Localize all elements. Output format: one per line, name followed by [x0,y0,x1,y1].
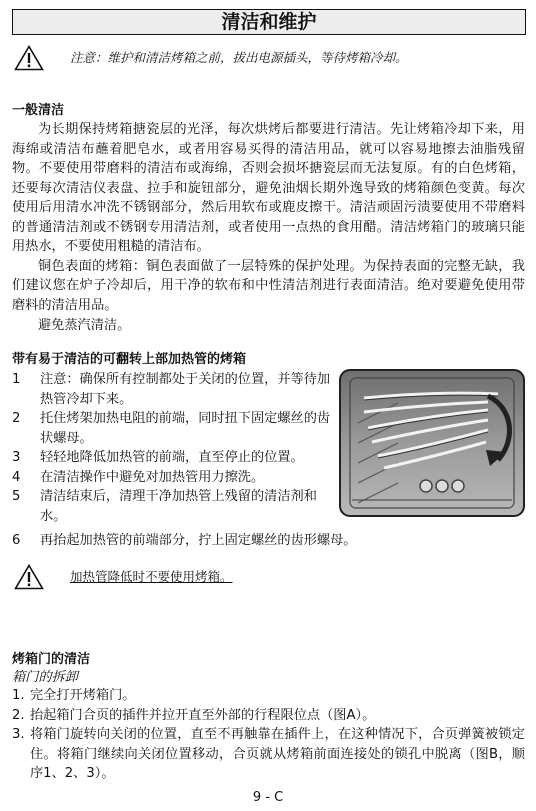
warning-heater [14,564,233,590]
list-item: 5 清洁结束后，清理干净加热管上残留的清洁剂和水。 [12,489,317,524]
warning-icon [14,564,44,590]
door-subheading: 箱门的拆卸 [12,670,78,685]
heater-steps [12,370,342,526]
list-item: 3 轻轻地降低加热管的前端，直至停止的位置。 [12,450,304,465]
list-item: 4 在清洁操作中避免对加热管用力擦洗。 [12,469,265,485]
warning-top [14,45,408,71]
general-paragraph-1: 为长期保持烤箱搪瓷层的光泽，每次烘烤后都要进行清洁。先让烤箱冷却下来，用海绵或清洁布蘸着肥皂水，或者用容易买得的清洁用品，就可以容易地擦去油脂残留物。不要使用带磨料的清洁布或海绵，否则会损坏搪瓷层而无法复原。有的白色烤箱，还要每次清洁仪表盘、拉手和旋钮部分，避免油烟长期外逸导致的烤箱颜色变黄。每次使用后用清水冲洗不锈钢部分，然后用软布或鹿皮擦干。清洁顽固污渍要使用不带磨料的普通清洁剂或不锈钢专用清洁剂，或者使用一点热的食用醋。清洁烤箱门的玻璃只能用热水，不要使用粗糙的清洁布。 [12,122,525,254]
warning-top-text: 注意：维护和清洁烤箱之前，拔出电源插头，等待烤箱冷却。 [70,50,408,66]
warning-icon [14,45,44,71]
list-item: 3. 将箱门旋转向关闭的位置，直至不再触靠在插件上，在这种情况下，合页弹簧被锁定住。将箱门继续向关闭位置移动，合页就从烤箱前面连接处的锁孔中脱离（图B，顺序1、2、3）。 [12,727,525,781]
list-item: 2. 抬起箱门合页的插件并拉开直至外部的行程限位点（图A）。 [12,707,376,723]
page-title: 清洁和维护 [12,9,526,35]
steam-note: 避免蒸汽清洁。 [38,318,131,333]
general-paragraphs [12,120,525,315]
section-heading-heater: 带有易于清洁的可翻转上部加热管的烤箱 [12,352,247,367]
section-heading-general: 一般清洁 [12,103,65,118]
list-item: 1. 完全打开烤箱门。 [12,688,136,703]
section-heading-door: 烤箱门的清洁 [12,652,91,667]
oven-heater-illustration [338,368,526,518]
warning-heater-text: 加热管降低时不要使用烤箱。 [70,569,233,585]
page-number: 9 - C [252,790,284,805]
door-steps [12,686,525,784]
general-paragraph-2: 铜色表面的烤箱：铜色表面做了一层特殊的保护处理。为保持表面的完整无缺，我们建议您在炉子冷却后，用干净的软布和中性清洁剂进行表面清洁。绝对要避免使用带磨料的清洁用品。 [12,258,525,313]
list-item: 1 注意：确保所有控制都处于关闭的位置，并等待加热管冷却下来。 [12,372,331,407]
list-item: 2 托住烤架加热电阻的前端，同时扭下固定螺丝的齿状螺母。 [12,411,331,446]
list-item: 6 再抬起加热管的前端部分，拧上固定螺丝的齿形螺母。 [12,533,357,548]
